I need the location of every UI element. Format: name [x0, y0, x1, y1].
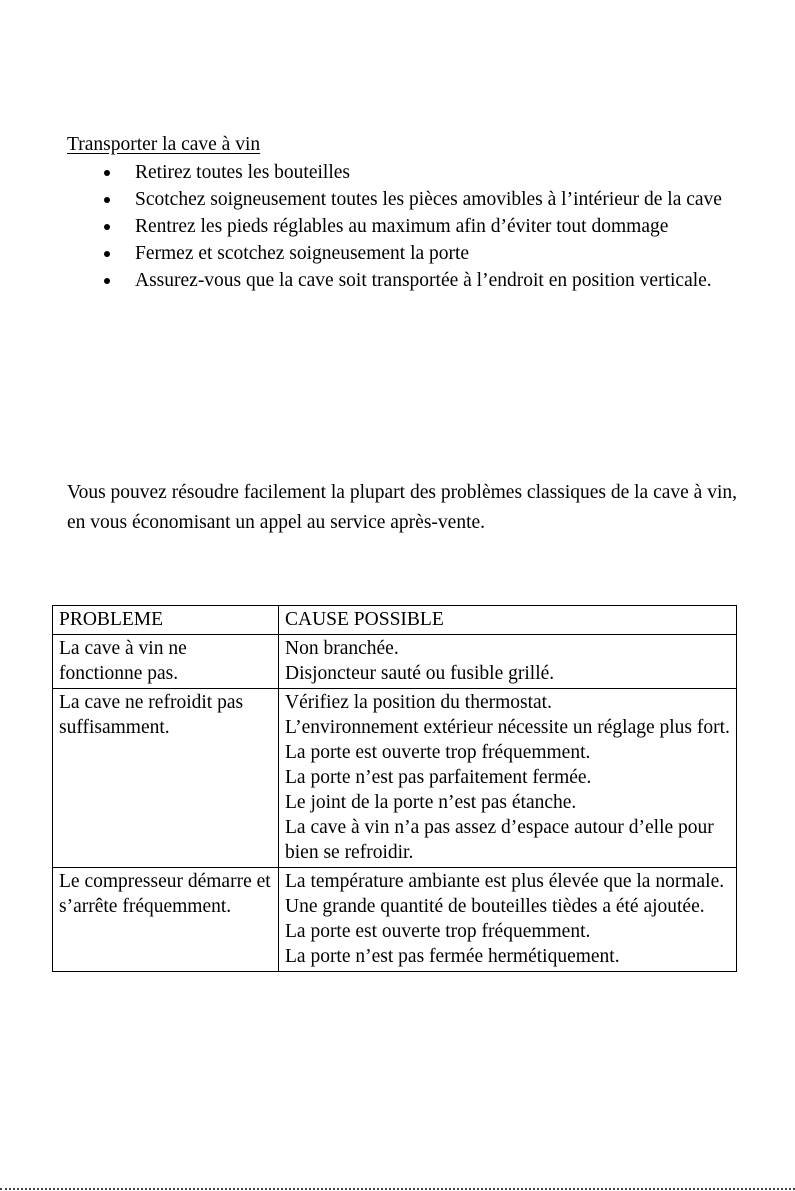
- bullet-icon: [104, 197, 110, 203]
- header-problem: PROBLEME: [53, 606, 279, 635]
- cause-item: Le joint de la porte n’est pas étanche.: [285, 792, 577, 813]
- causes-cell: [279, 635, 737, 689]
- list-item: Assurez-vous que la cave soit transportée à l’endroit en position verticale.: [67, 268, 737, 293]
- cause-item: La porte est ouverte trop fréquemment.: [285, 921, 591, 942]
- causes-cell: [279, 868, 737, 972]
- bullet-icon: [104, 251, 110, 257]
- cause-item: Disjoncteur sauté ou fusible grillé.: [285, 663, 555, 684]
- header-cause: CAUSE POSSIBLE: [279, 606, 737, 635]
- troubleshooting-table: [52, 605, 737, 972]
- bullet-icon: [104, 170, 110, 176]
- section-title-transport: Transporter la cave à vin: [67, 134, 261, 155]
- cause-item: La porte n’est pas fermée hermétiquement.: [285, 946, 620, 967]
- cause-item: La porte n’est pas parfaitement fermée.: [285, 767, 592, 788]
- cause-item: La cave à vin n’a pas assez d’espace autour d’elle pour bien se refroidir.: [285, 817, 714, 863]
- intro-paragraph: Vous pouvez résoudre facilement la plupart des problèmes classiques de la cave à vin, en vous économisant un appel au service après-vente.: [67, 482, 737, 533]
- causes-cell: [279, 689, 737, 868]
- cause-item: La température ambiante est plus élevée que la normale.: [285, 871, 725, 892]
- bullet-icon: [104, 278, 110, 284]
- table-row: [53, 868, 737, 972]
- problem-cell: Le compresseur démarre et s’arrête fréquemment.: [53, 868, 279, 972]
- list-item: Scotchez soigneusement toutes les pièces amovibles à l’intérieur de la cave: [67, 187, 737, 212]
- cause-item: La porte est ouverte trop fréquemment.: [285, 742, 591, 763]
- problem-cell: La cave à vin ne fonctionne pas.: [53, 635, 279, 689]
- list-item: Retirez toutes les bouteilles: [67, 160, 737, 185]
- cause-item: Vérifiez la position du thermostat.: [285, 692, 552, 713]
- cause-item: Non branchée.: [285, 638, 399, 659]
- cause-item: L’environnement extérieur nécessite un réglage plus fort.: [285, 717, 730, 738]
- table-row: [53, 689, 737, 868]
- bottom-divider: [0, 1188, 795, 1190]
- list-item: Fermez et scotchez soigneusement la porte: [67, 241, 737, 266]
- problem-cell: La cave ne refroidit pas suffisamment.: [53, 689, 279, 868]
- transport-steps-list: [67, 160, 737, 295]
- list-item: Rentrez les pieds réglables au maximum afin d’éviter tout dommage: [67, 214, 737, 239]
- bullet-icon: [104, 224, 110, 230]
- cause-item: Une grande quantité de bouteilles tièdes a été ajoutée.: [285, 896, 705, 917]
- table-row: [53, 635, 737, 689]
- table-header-row: [53, 606, 737, 635]
